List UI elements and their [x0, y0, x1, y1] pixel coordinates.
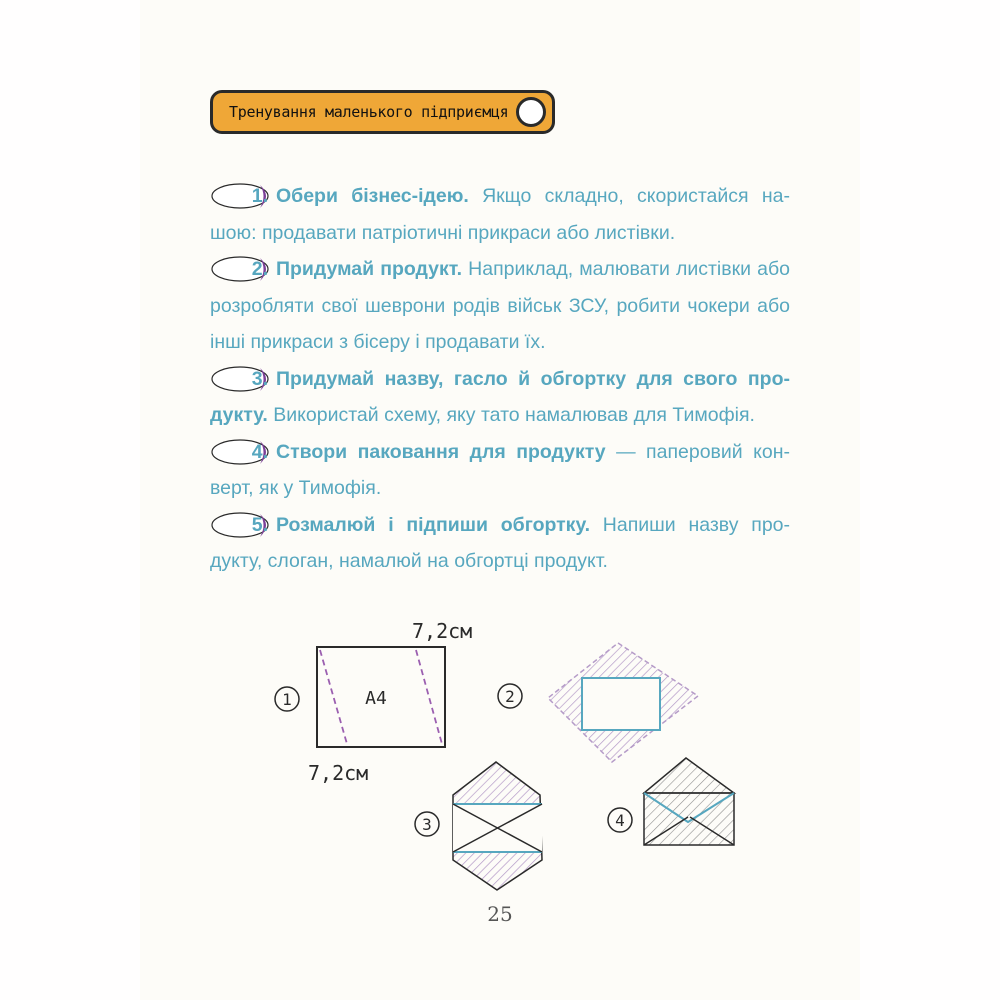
step-item: [210, 361, 790, 434]
step-number-badge: [210, 361, 272, 398]
step-label: 2: [505, 687, 515, 706]
step-title: Обери бізнес-ідею.: [276, 185, 469, 207]
step-text: Використай схему, яку тато намалював для Тимофія.: [267, 404, 755, 426]
step-label: 4: [615, 811, 625, 830]
bottom-measure: 7,2см: [308, 761, 369, 785]
step-number: 4.: [251, 440, 268, 463]
step-title: Придумай продукт.: [276, 258, 463, 280]
step-text: Напиши назву продукту, слоган, намалюй на обгортці продукт.: [210, 513, 791, 572]
step-number: 5.: [251, 513, 268, 536]
step-2-fold: [498, 643, 698, 762]
step-label: 3: [422, 815, 432, 834]
circle-icon: [516, 97, 546, 127]
step-title: Розмалюй і підпиши обгортку.: [276, 513, 590, 536]
step-number: 2.: [251, 258, 268, 280]
step-text: Наприклад, малювати листівки або розробляти свої шеврони родів військ ЗСУ, робити чокери або інші прикраси з бісеру і продавати їх.: [210, 258, 790, 353]
step-3-fold: [415, 762, 542, 890]
step-title: Придумай назву, гасло й обгортку для свого продукту.: [210, 367, 790, 426]
section-title: Тренування маленького підприємця: [229, 103, 509, 121]
section-title-badge: [210, 90, 555, 134]
top-measure: 7,2см: [412, 619, 473, 643]
step-item: [210, 178, 790, 251]
steps-list: [210, 178, 790, 580]
step-label: 1: [282, 690, 292, 709]
sheet-label: А4: [365, 688, 387, 709]
step-1-sheet: [275, 619, 472, 785]
page-number: 25: [487, 902, 513, 926]
step-number-badge: [210, 507, 272, 544]
step-number-badge: [210, 434, 272, 471]
step-item: [210, 251, 790, 361]
step-number-badge: [210, 251, 272, 288]
step-title: Створи паковання для продукту: [276, 440, 606, 463]
step-number: 3.: [251, 367, 268, 390]
step-number: 1.: [251, 185, 268, 207]
step-4-fold: [608, 758, 734, 845]
envelope-folding-diagram: [250, 610, 750, 895]
step-text: Якщо складно, скористайся нашою: продавати патріотичні прикраси або листівки.: [210, 185, 790, 244]
step-text: — паперовий конверт, як у Тимофія.: [210, 440, 791, 499]
step-item: [210, 434, 790, 507]
step-item: [210, 507, 790, 580]
step-number-badge: [210, 178, 272, 215]
